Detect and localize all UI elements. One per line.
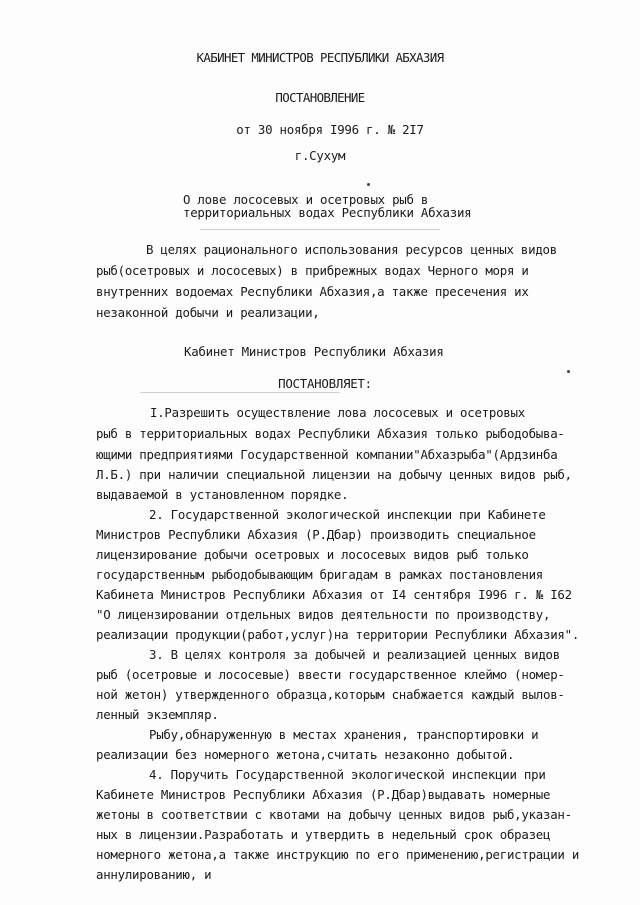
body-line-13: 3. В целях контроля за добычей и реализацией ценных видов	[149, 647, 560, 662]
body-line-21: жетоны в соответствии с квотами на добычу ценных видов рыб,указан-	[96, 807, 572, 822]
city: г.Сухум	[294, 148, 346, 163]
scan-smudge	[200, 229, 440, 230]
body-line-12: реализации продукции(работ,услуг)на территории Республики Абхазия".	[96, 627, 580, 642]
body-line-20: Кабинете Министров Республики Абхазия (Р.Дбар)выдавать номерные	[96, 787, 551, 802]
body-line-7: Министров Республики Абхазия (Р.Дбар) производить специальное	[96, 527, 536, 542]
decree-line: ПОСТАНОВЛЯЕТ:	[278, 376, 372, 391]
preamble-line-2: рыб(осетровых и лососевых) в прибрежных водах Черного моря и	[96, 263, 529, 278]
body-line-10: Кабинета Министров Республики Абхазия от I4 сентября I996 г. № I62	[96, 587, 572, 602]
body-line-2: рыб в территориальных водах Республики Абхазия только рыбодобыва-	[96, 426, 565, 441]
organization-header: КАБИНЕТ МИНИСТРОВ РЕСПУБЛИКИ АБХАЗИЯ	[196, 50, 444, 65]
body-line-1: I.Разрешить осуществление лова лососевых и осетровых	[150, 405, 525, 420]
preamble-line-4: незаконной добычи и реализации,	[96, 305, 320, 320]
document-type: ПОСТАНОВЛЕНИЕ	[275, 90, 365, 105]
body-line-19: 4. Поручить Государственной экологической инспекции при	[149, 767, 546, 782]
body-line-3: ющими предприятиями Государственной компании"Абхазрыба"(Ардзинба	[96, 447, 558, 462]
body-line-18: реализации без номерного жетона,считать незаконно добытой.	[96, 747, 515, 762]
body-line-16: ленный экземпляр.	[96, 707, 219, 722]
body-line-15: ной жетон) утвержденного образца,которым снабжается каждый вылов-	[96, 687, 565, 702]
preamble-line-3: внутренних водоемах Республики Абхазия,а также пресечения их	[96, 284, 529, 299]
body-line-8: лицензирование добычи осетровых и лососевых видов рыб только	[96, 547, 529, 562]
body-line-14: рыб (осетровые и лососевые) ввести государственное клеймо (номер-	[96, 667, 565, 682]
body-line-22: ных в лицензии.Разработать и утвердить в недельный срок образец	[96, 827, 551, 842]
date-and-number: от 30 ноября I996 г. № 2I7	[236, 122, 424, 137]
subject-line-2: территориальных водах Республики Абхазия	[183, 205, 472, 220]
body-line-4: Л.Б.) при наличии специальной лицензии на добычу ценных видов рыб,	[96, 467, 572, 482]
body-line-11: "О лицензировании отдельных видов деятельности по производству,	[96, 607, 551, 622]
authority-line: Кабинет Министров Республики Абхазия	[184, 344, 444, 359]
scan-speck	[367, 183, 370, 186]
body-line-9: государственным рыбодобывающим бригадам в рамках постановления	[96, 567, 544, 582]
body-line-24: аннулированию, и	[96, 867, 212, 882]
body-line-6: 2. Государственной экологической инспекции при Кабинете	[149, 507, 546, 522]
preamble-line-1: В целях рационального использования ресурсов ценных видов	[146, 242, 557, 257]
scan-smudge	[140, 392, 340, 393]
scan-speck	[567, 370, 570, 373]
subject-line-1: О лове лососевых и осетровых рыб в	[183, 192, 429, 207]
body-line-17: Рыбу,обнаруженную в местах хранения, транспортировки и	[149, 727, 539, 742]
body-line-5: выдаваемой в установленном порядке.	[96, 487, 349, 502]
body-line-23: номерного жетона,а также инструкцию по его применению,регистрации и	[96, 847, 580, 862]
